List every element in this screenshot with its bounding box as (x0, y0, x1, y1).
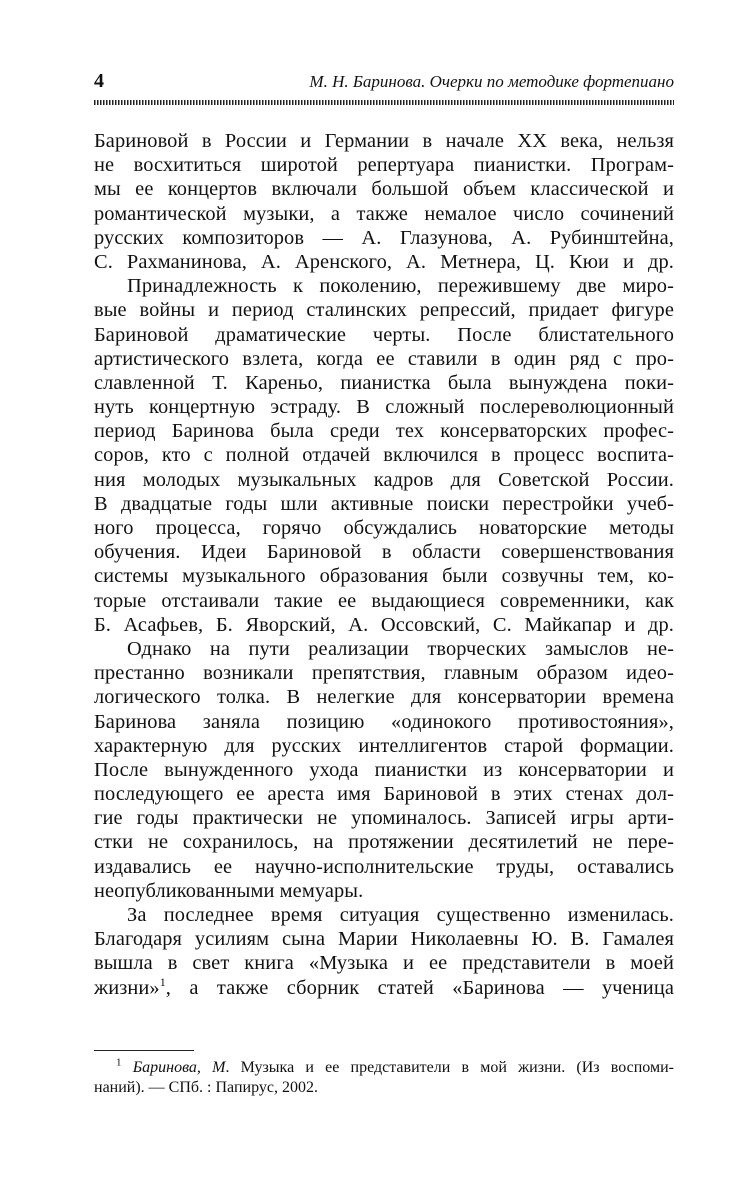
running-head (94, 70, 674, 98)
text-line: Баринова заняла позицию «одинокого противостояния», (94, 710, 674, 733)
text-line: торые отстаивали такие ее выдающиеся современники, как (94, 589, 674, 612)
text-line: издавались ее научно-исполнительские труды, оставались (94, 855, 674, 878)
text-line: неопубликованными мемуары. (94, 879, 364, 902)
book-page (94, 70, 675, 1096)
text-line: В двадцатые годы шли активные поиски перестройки учеб- (94, 492, 674, 515)
body-text (94, 129, 674, 1000)
footnote-author: Баринова, М (132, 1059, 226, 1076)
text-line: соров, кто с полной отдачей включился в процесс воспита- (94, 444, 674, 467)
footnote-separator (94, 1050, 194, 1051)
text-fragment: жизни» (94, 976, 160, 999)
text-line: характерную для русских интеллигентов старой формации. (94, 734, 674, 757)
footnote (94, 1058, 674, 1098)
text-line: романтической музыки, а также немалое число сочинений (94, 202, 674, 225)
text-line: Благодаря усилиям сына Марии Николаевны Ю. В. Гамалея (94, 928, 674, 951)
text-line: Б. Асафьев, Б. Яворский, А. Оссовский, С. Майкапар и др. (94, 613, 674, 636)
text-line: русских композиторов — А. Глазунова, А. Рубинштейна, (94, 226, 674, 249)
text-fragment: , а также сборник статей «Баринова — ученица (165, 976, 674, 999)
footnote-reference[interactable]: 1 (159, 974, 166, 989)
header-dotted-rule (94, 100, 674, 105)
text-line (94, 976, 674, 1000)
paragraph-first-line: Принадлежность к поколению, пережившему две миро- (127, 275, 674, 298)
text-line: обучения. Идеи Бариновой в области совершенствования (94, 541, 674, 564)
text-line: артистического взлета, когда ее ставили в один ряд с про- (94, 347, 674, 370)
footnote-line: наний). — СПб. : Папирус, 2002. (94, 1079, 318, 1096)
page-number: 4 (94, 70, 104, 92)
text-line: гие годы практически не упоминалось. Записей игры арти- (94, 807, 674, 830)
text-line: ния молодых музыкальных кадров для Советской России. (94, 468, 674, 491)
footnote-marker: 1 (116, 1056, 122, 1069)
text-line: логического толка. В нелегкие для консерватории времена (94, 686, 674, 709)
running-head-title: М. Н. Баринова. Очерки по методике фортепиано (309, 72, 674, 91)
text-line: престанно возникали препятствия, главным образом идео- (94, 662, 674, 685)
text-line: С. Рахманинова, А. Аренского, А. Метнера, Ц. Кюи и др. (94, 250, 674, 273)
text-line: стки не сохранилось, на протяжении десятилетий не пере- (94, 831, 674, 854)
text-line: ного процесса, горячо обсуждались новаторские методы (94, 517, 674, 539)
text-line: славленной Т. Кареньо, пианистка была вынуждена поки- (94, 371, 674, 394)
text-line: мы ее концертов включали большой объем классической и (94, 178, 674, 201)
text-line: После вынужденного ухода пианистки из консерватории и (94, 758, 674, 781)
text-line: вышла в свет книга «Музыка и ее представители в моей (94, 952, 674, 975)
footnote-line (94, 1058, 674, 1078)
text-line: последующего ее ареста имя Бариновой в этих стенах дол- (94, 783, 674, 806)
text-line: Бариновой драматические черты. После блистательного (94, 323, 674, 346)
text-line: период Баринова была среди тех консерваторских профес- (94, 420, 674, 443)
paragraph-first-line: Однако на пути реализации творческих замыслов не- (127, 637, 674, 660)
text-line: Бариновой в России и Германии в начале XX века, нельзя (94, 130, 674, 152)
text-line: системы музыкального образования были созвучны тем, ко- (94, 565, 674, 588)
footnote-text: . Музыка и ее представители в мой жизни. (Из воспоми- (225, 1059, 675, 1076)
paragraph-first-line: За последнее время ситуация существенно изменилась. (127, 904, 674, 926)
text-line: нуть концертную эстраду. В сложный послереволюционный (94, 396, 674, 419)
text-line: не восхититься широтой репертуара пианистки. Програм- (94, 154, 674, 177)
text-line: вые войны и период сталинских репрессий, придает фигуре (94, 299, 674, 322)
